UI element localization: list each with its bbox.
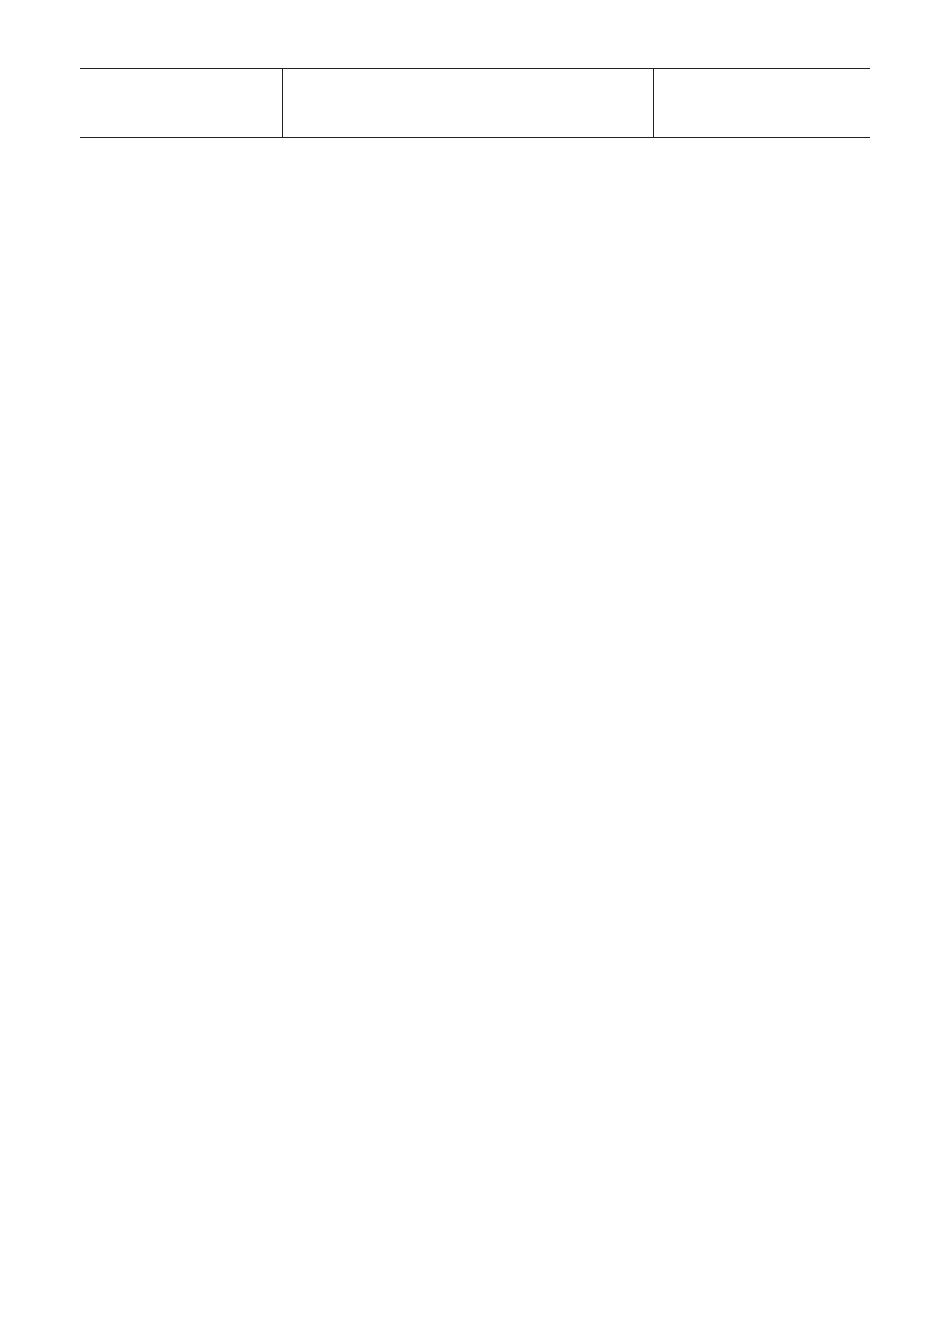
header-left (80, 69, 280, 137)
document-body (80, 166, 870, 244)
purpose-paragraph (80, 194, 870, 219)
header-motto (282, 69, 654, 137)
header-page-label (654, 69, 870, 137)
principle-paragraph (80, 219, 870, 244)
page-header (80, 68, 870, 138)
